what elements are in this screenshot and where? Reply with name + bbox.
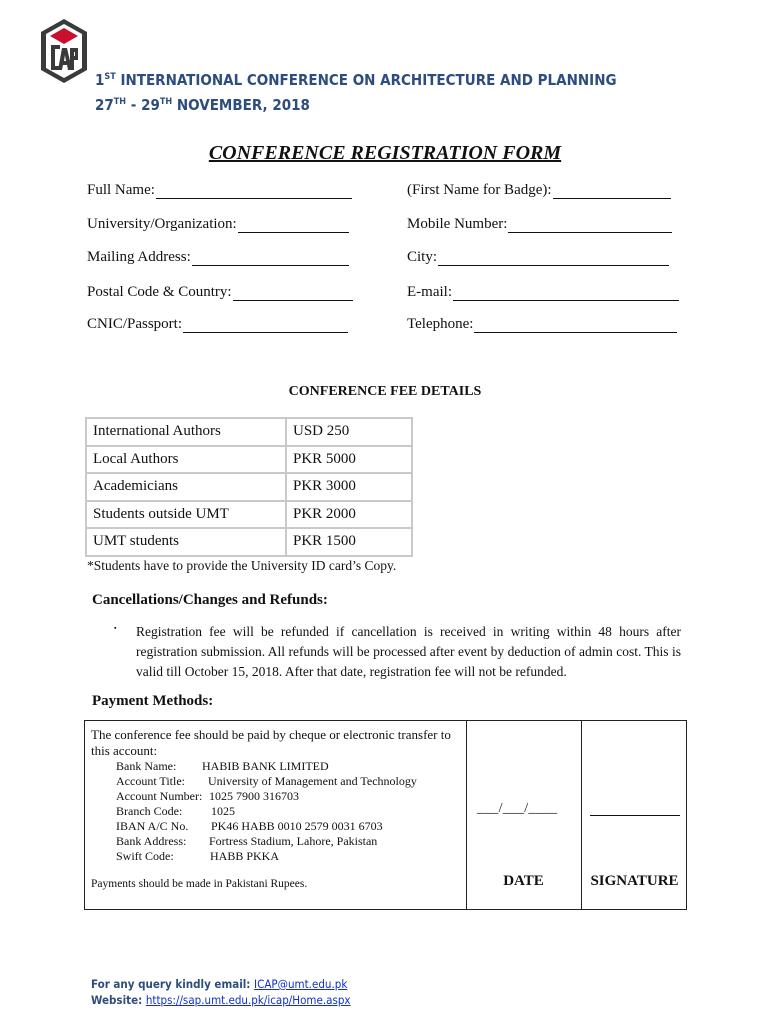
mobile-number-label: Mobile Number: — [407, 216, 508, 232]
fee-category: UMT students — [86, 528, 286, 556]
form-title: CONFERENCE REGISTRATION FORM — [208, 142, 562, 164]
signature-label: SIGNATURE — [590, 873, 679, 889]
bullet-icon: ▪ — [114, 624, 117, 632]
fee-category: Students outside UMT — [86, 501, 286, 529]
fee-table — [85, 417, 413, 557]
fee-details-title: CONFERENCE FEE DETAILS — [288, 384, 482, 399]
website-link[interactable]: https://sap.umt.edu.pk/icap/Home.aspx — [145, 993, 351, 1007]
mailing-address-label: Mailing Address: — [87, 249, 191, 265]
account-title-row: Account Title: University of Management and Technology — [116, 774, 417, 788]
cnic-passport-label: CNIC/Passport: — [87, 316, 183, 332]
city-label: City: — [407, 249, 438, 265]
fee-row — [86, 446, 412, 474]
mailing-address-field[interactable] — [87, 249, 349, 266]
bank-address-row: Bank Address: Fortress Stadium, Lahore, Pakistan — [116, 834, 378, 848]
fee-row — [86, 418, 412, 446]
payment-intro: The conference fee should be paid by cheque or electronic transfer to this account: — [91, 727, 451, 758]
email-label: E-mail: — [407, 284, 452, 300]
city-field[interactable] — [407, 249, 669, 266]
bank-details — [116, 759, 417, 864]
mobile-number-field[interactable] — [407, 216, 672, 233]
postal-country-field[interactable] — [87, 284, 353, 301]
conference-date-line: 27TH - 29TH NOVEMBER, 2018 — [95, 96, 310, 114]
telephone-label: Telephone: — [407, 316, 474, 332]
badge-name-field[interactable] — [407, 182, 671, 199]
conference-title-line: 1ST INTERNATIONAL CONFERENCE ON ARCHITECTURE AND PLANNING — [95, 71, 617, 89]
signature-input[interactable] — [590, 815, 680, 816]
icap-logo-icon — [40, 18, 88, 84]
payment-methods-heading: Payment Methods: — [92, 693, 214, 709]
date-label: DATE — [503, 873, 544, 889]
query-line: For any query kindly email: ICAP@umt.edu.pk — [91, 977, 348, 991]
university-field[interactable] — [87, 216, 349, 233]
footer — [91, 976, 351, 1008]
currency-note: Payments should be made in Pakistani Rupees. — [91, 878, 308, 890]
bank-name-row: Bank Name: HABIB BANK LIMITED — [116, 759, 329, 773]
fee-row — [86, 473, 412, 501]
university-label: University/Organization: — [87, 216, 237, 232]
date-input[interactable]: ___/___/____ — [477, 801, 558, 816]
telephone-field[interactable] — [407, 316, 677, 333]
cnic-passport-field[interactable] — [87, 316, 348, 333]
branch-code-row: Branch Code: 1025 — [116, 804, 235, 818]
email-link[interactable]: ICAP@umt.edu.pk — [254, 977, 348, 991]
iban-row: IBAN A/C No. PK46 HABB 0010 2579 0031 6703 — [116, 819, 383, 833]
fee-row — [86, 501, 412, 529]
email-field[interactable] — [407, 284, 679, 301]
fee-category: International Authors — [86, 418, 286, 446]
refund-policy-text: Registration fee will be refunded if cancellation is received in writing within 48 hours after registration submission. All refunds will be processed after event by deduction of admin cost. This is valid till October 15, 2018. After that date, registration fee will not be refunded. — [136, 624, 681, 679]
fee-amount: USD 250 — [286, 418, 412, 446]
cancellation-heading: Cancellations/Changes and Refunds: — [92, 592, 328, 608]
fee-category: Academicians — [86, 473, 286, 501]
conference-header — [95, 66, 617, 116]
fee-amount: PKR 5000 — [286, 446, 412, 474]
student-id-note: *Students have to provide the University ID card’s Copy. — [87, 558, 397, 573]
fee-amount: PKR 1500 — [286, 528, 412, 556]
payment-box — [84, 720, 687, 910]
swift-code-row: Swift Code: HABB PKKA — [116, 849, 280, 863]
full-name-label: Full Name: — [87, 182, 155, 198]
fee-row — [86, 528, 412, 556]
full-name-field[interactable] — [87, 182, 352, 199]
website-line: Website: https://sap.umt.edu.pk/icap/Home.aspx — [91, 993, 351, 1007]
fee-amount: PKR 3000 — [286, 473, 412, 501]
postal-country-label: Postal Code & Country: — [87, 284, 232, 300]
fee-amount: PKR 2000 — [286, 501, 412, 529]
badge-name-label: (First Name for Badge): — [407, 182, 552, 198]
fee-category: Local Authors — [86, 446, 286, 474]
account-number-row: Account Number: 1025 7900 316703 — [116, 789, 299, 803]
